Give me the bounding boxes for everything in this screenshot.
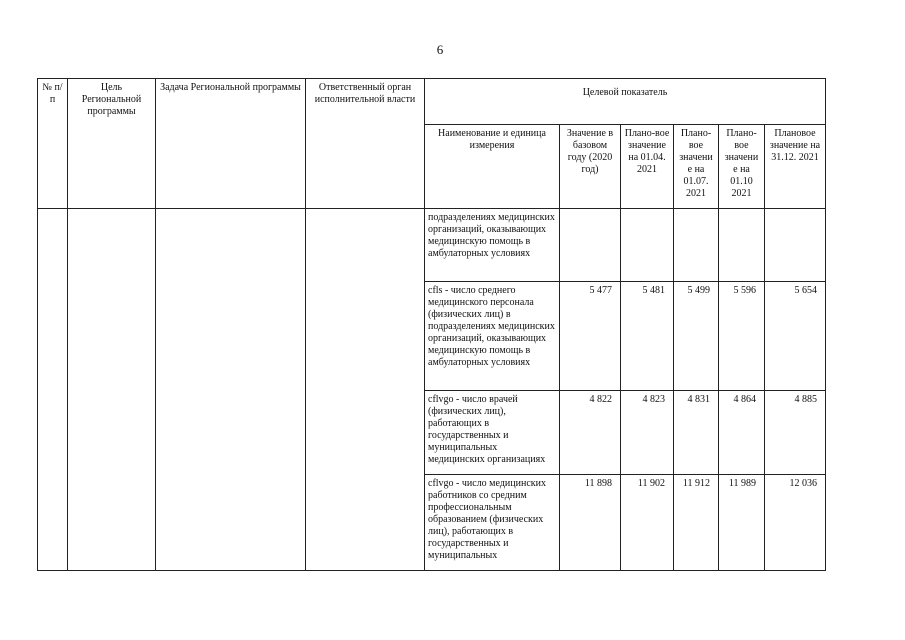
q4-value [765, 209, 826, 282]
q1-value: 11 902 [621, 475, 674, 571]
header-goal: Цель Региональной программы [68, 79, 156, 209]
q4-value: 4 885 [765, 391, 826, 475]
q3-value: 4 864 [719, 391, 765, 475]
page-number: 6 [436, 42, 444, 57]
q4-value: 12 036 [765, 475, 826, 571]
indicator-name: cflvgo - число медицинских работников со средним профессиональным образованием (физических лиц), работающих в государственных и муниципальных [425, 475, 560, 571]
indicator-name: cfls - число среднего медицинского персонала (физических лиц) в подразделениях медицинских организаций, оказывающих медицинскую помощь в амбулаторных условиях [425, 282, 560, 391]
subheader-q4: Плановое значение на 31.12. 2021 [765, 125, 826, 209]
cell-body [306, 209, 425, 571]
cell-num [38, 209, 68, 571]
indicator-name: cflvgo - число врачей (физических лиц), работающих в государственных и муниципальных медицинских организациях [425, 391, 560, 475]
q1-value: 4 823 [621, 391, 674, 475]
subheader-q2: Плано-вое значени е на 01.07. 2021 [674, 125, 719, 209]
base-value: 11 898 [560, 475, 621, 571]
target-indicators-table [37, 78, 826, 571]
indicator-name: подразделениях медицинских организаций, оказывающих медицинскую помощь в амбулаторных условиях [425, 209, 560, 282]
q2-value [674, 209, 719, 282]
cell-task [156, 209, 306, 571]
subheader-q1: Плано-вое значение на 01.04. 2021 [621, 125, 674, 209]
header-num: № п/п [38, 79, 68, 209]
q2-value: 5 499 [674, 282, 719, 391]
header-target: Целевой показатель [425, 79, 826, 125]
q3-value [719, 209, 765, 282]
base-value: 4 822 [560, 391, 621, 475]
table-row [38, 209, 826, 282]
header-body: Ответственный орган исполнительной власти [306, 79, 425, 209]
q3-value: 11 989 [719, 475, 765, 571]
q4-value: 5 654 [765, 282, 826, 391]
q3-value: 5 596 [719, 282, 765, 391]
header-task: Задача Региональной программы [156, 79, 306, 209]
base-value [560, 209, 621, 282]
subheader-base: Значение в базовом году (2020 год) [560, 125, 621, 209]
cell-goal [68, 209, 156, 571]
q2-value: 11 912 [674, 475, 719, 571]
q1-value: 5 481 [621, 282, 674, 391]
header-row-1 [38, 79, 826, 125]
q1-value [621, 209, 674, 282]
base-value: 5 477 [560, 282, 621, 391]
subheader-name: Наименование и единица измерения [425, 125, 560, 209]
q2-value: 4 831 [674, 391, 719, 475]
subheader-q3: Плано-вое значени е на 01.10 2021 [719, 125, 765, 209]
